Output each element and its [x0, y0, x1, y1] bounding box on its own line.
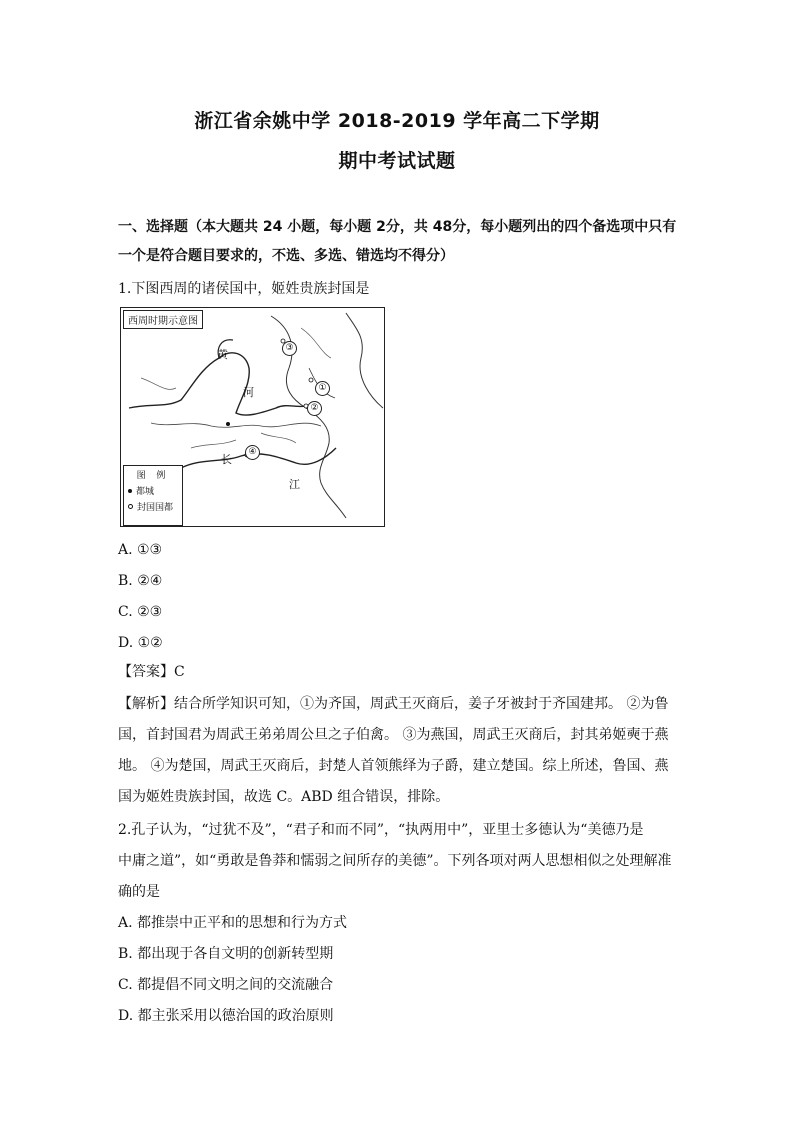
- map-legend: [123, 465, 183, 526]
- q2-option-d: D. 都主张采用以德治国的政治原则: [118, 1008, 334, 1024]
- marker-3: ③: [282, 341, 297, 356]
- q2-stem-line3: 确的是: [118, 884, 160, 900]
- q2-stem-line2: 中庸之道”，如“勇敢是鲁莽和懦弱之间所存的美德”。下列各项对两人思想相似之处理解准: [118, 853, 672, 869]
- q2-stem-line1: 2.孔子认为，“过犹不及”，“君子和而不同”，“执两用中”，亚里士多德认为“美德乃是: [118, 822, 644, 838]
- q1-analysis-line3: 地。 ④为楚国，周武王灭商后，封楚人首领熊绎为子爵，建立楚国。综上所述，鲁国、燕: [118, 758, 669, 774]
- river-label-he: 河: [243, 386, 254, 399]
- legend-title: 图 例: [136, 471, 170, 481]
- q1-analysis-line4: 国为姬姓贵族封国，故选 C。ABD 组合错误，排除。: [118, 789, 450, 805]
- section-heading-line2: 一个是符合题目要求的，不选、多选、错选均不得分）: [118, 248, 454, 264]
- river-label-jiang: 江: [289, 478, 300, 491]
- section-heading-line1: 一、选择题（本大题共 24 小题，每小题 2分，共 48分，每小题列出的四个备选项中只有: [118, 219, 677, 235]
- fief-dot-icon: [128, 504, 133, 509]
- legend-capital: 都城: [136, 487, 155, 497]
- q1-analysis-line1: 【解析】结合所学知识可知，①为齐国，周武王灭商后，姜子牙被封于齐国建邦。 ②为鲁: [118, 696, 669, 712]
- capital-dot-icon: [128, 489, 132, 493]
- capital-marker: [226, 422, 230, 426]
- q2-option-b: B. 都出现于各自文明的创新转型期: [118, 946, 334, 962]
- question-1-stem: 1.下图西周的诸侯国中，姬姓贵族封国是: [118, 281, 370, 297]
- marker-2: ②: [307, 401, 322, 416]
- q1-option-d: D. ①②: [118, 635, 163, 651]
- q1-option-c: C. ②③: [118, 604, 163, 620]
- q2-option-a: A. 都推崇中正平和的思想和行为方式: [118, 915, 348, 931]
- page-title: 浙江省余姚中学 2018-2019 学年高二下学期: [194, 110, 600, 132]
- river-label-huang: 黄: [217, 348, 228, 361]
- q1-option-b: B. ②④: [118, 573, 163, 589]
- river-label-chang: 长: [221, 453, 232, 466]
- page-subtitle: 期中考试试题: [338, 150, 456, 172]
- marker-4: ④: [245, 445, 260, 460]
- q1-option-a: A. ①③: [118, 542, 163, 558]
- q1-answer: 【答案】C: [118, 664, 185, 680]
- map-title: 西周时期示意图: [123, 310, 203, 329]
- marker-1: ①: [315, 381, 330, 396]
- western-zhou-map: [120, 307, 385, 527]
- legend-fief: 封国国都: [137, 503, 174, 513]
- q2-option-c: C. 都提倡不同文明之间的交流融合: [118, 977, 334, 993]
- q1-analysis-line2: 国，首封国君为周武王弟弟周公旦之子伯禽。 ③为燕国，周武王灭商后，封其弟姬奭于燕: [118, 727, 669, 743]
